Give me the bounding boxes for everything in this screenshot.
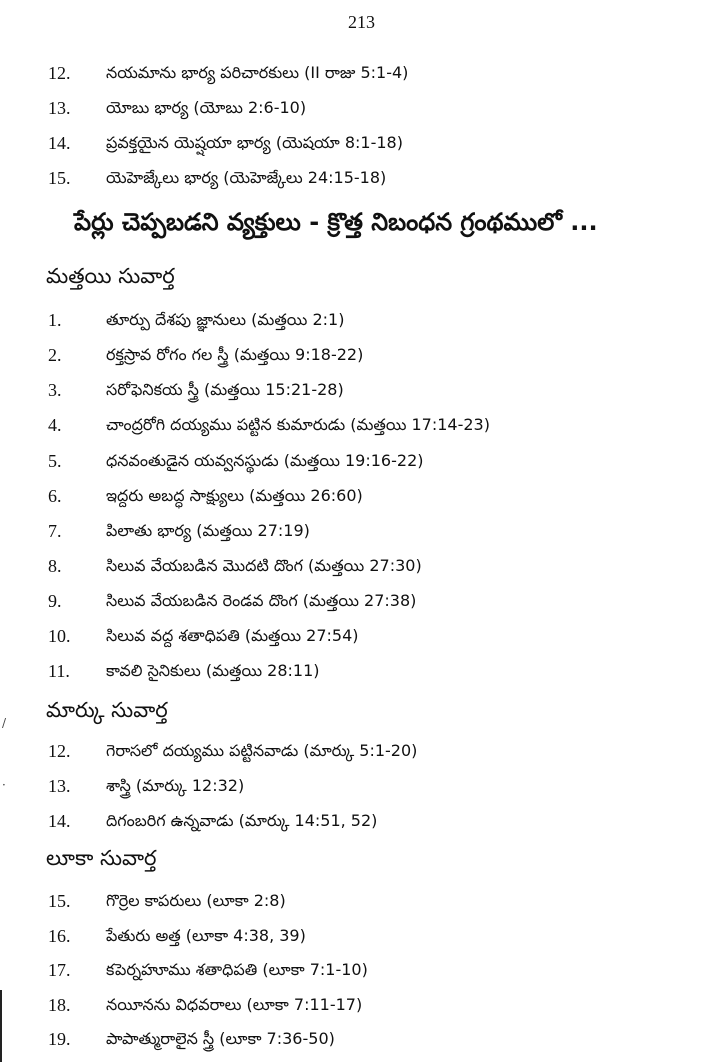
- item-text: ప్రవక్తయైన యెష్షయా భార్య (యెషయా 8:1-18): [106, 133, 403, 152]
- item-number: 18.: [48, 995, 71, 1015]
- section-heading-matthew: మత్తయి సువార్త: [46, 264, 175, 288]
- item-number: 15.: [48, 891, 71, 911]
- item-number: 2.: [48, 345, 62, 365]
- item-text: సిలువ వేయబడిన రెండవ దొంగ (మత్తయి 27:38): [106, 591, 417, 610]
- list-item: [0, 58, 723, 88]
- list-item: [0, 771, 723, 801]
- item-number: 15.: [48, 168, 71, 188]
- list-item: [0, 305, 723, 335]
- item-text: శాస్త్రి (మార్కు 12:32): [106, 776, 245, 795]
- item-number: 4.: [48, 415, 62, 435]
- list-item: [0, 551, 723, 581]
- list-item: [0, 163, 723, 193]
- item-number: 10.: [48, 626, 71, 646]
- list-item: [0, 886, 723, 916]
- item-text: ధనవంతుడైన యవ్వనస్థుడు (మత్తయి 19:16-22): [106, 451, 424, 470]
- item-number: 6.: [48, 486, 62, 506]
- list-item: [0, 375, 723, 405]
- list-item: [0, 481, 723, 511]
- list-item: [0, 736, 723, 766]
- section-heading-mark: మార్కు సువార్త: [46, 698, 168, 722]
- item-text: యోబు భార్య (యోబు 2:6-10): [106, 98, 307, 117]
- item-text: సరోఫెనికయ స్త్రీ (మత్తయి 15:21-28): [106, 380, 344, 399]
- item-text: యెహెజ్కేలు భార్య (యెహెజ్కేలు 24:15-18): [106, 168, 387, 187]
- margin-mark: ·: [2, 778, 6, 792]
- page-edge-line: [0, 990, 2, 1062]
- item-text: రక్తస్రావ రోగం గల స్త్రీ (మత్తయి 9:18-22): [106, 345, 364, 364]
- item-text: ఇద్దరు అబద్ధ సాక్ష్యులు (మత్తయి 26:60): [106, 486, 363, 505]
- item-text: చాంద్రరోగి దయ్యము పట్టిన కుమారుడు (మత్తయి 17:14-23): [106, 415, 490, 434]
- item-text: సిలువ వద్ద శతాధిపతి (మత్తయి 27:54): [106, 626, 359, 645]
- list-item: [0, 656, 723, 686]
- list-item: [0, 93, 723, 123]
- item-number: 11.: [48, 661, 70, 681]
- list-item: [0, 340, 723, 370]
- item-number: 5.: [48, 451, 62, 471]
- list-item: [0, 990, 723, 1020]
- item-text: గొర్రెల కాపరులు (లూకా 2:8): [106, 891, 286, 910]
- item-text: కపెర్నహూము శతాధిపతి (లూకా 7:1-10): [106, 960, 368, 979]
- item-text: తూర్పు దేశపు జ్ఞానులు (మత్తయి 2:1): [106, 310, 345, 329]
- list-item: [0, 621, 723, 651]
- item-number: 1.: [48, 310, 62, 330]
- list-item: [0, 410, 723, 440]
- list-item: [0, 128, 723, 158]
- main-heading: పేర్లు చెప్పబడని వ్యక్తులు - క్రొత్త నిబంధన గ్రంథములో ...: [74, 208, 598, 236]
- item-text: పిలాతు భార్య (మత్తయి 27:19): [106, 521, 310, 540]
- list-item: [0, 516, 723, 546]
- item-text: పేతురు అత్త (లూకా 4:38, 39): [106, 926, 306, 945]
- section-heading-luke: లూకా సువార్త: [46, 846, 157, 870]
- item-text: నయమాను భార్య పరిచారకులు (II రాజు 5:1-4): [106, 63, 409, 82]
- item-number: 13.: [48, 776, 71, 796]
- list-item: [0, 446, 723, 476]
- page-number: 213: [348, 12, 375, 32]
- item-number: 14.: [48, 811, 71, 831]
- item-number: 13.: [48, 98, 71, 118]
- item-number: 3.: [48, 380, 62, 400]
- item-number: 19.: [48, 1029, 71, 1049]
- item-number: 8.: [48, 556, 62, 576]
- list-item: [0, 921, 723, 951]
- item-number: 12.: [48, 63, 71, 83]
- list-item: [0, 806, 723, 836]
- item-number: 17.: [48, 960, 71, 980]
- item-number: 14.: [48, 133, 71, 153]
- item-number: 12.: [48, 741, 71, 761]
- item-text: కావలి సైనికులు (మత్తయి 28:11): [106, 661, 320, 680]
- item-text: నయీనను విధవరాలు (లూకా 7:11-17): [106, 995, 363, 1014]
- margin-mark: /: [2, 716, 7, 730]
- item-text: గెరాసలో దయ్యము పట్టినవాడు (మార్కు 5:1-20): [106, 741, 418, 760]
- list-item: [0, 586, 723, 616]
- item-text: దిగంబరిగ ఉన్నవాడు (మార్కు 14:51, 52): [106, 811, 378, 830]
- item-text: పాపాత్మురాలైన స్త్రీ (లూకా 7:36-50): [106, 1029, 335, 1048]
- list-item: [0, 1024, 723, 1054]
- item-number: 16.: [48, 926, 71, 946]
- list-item: [0, 955, 723, 985]
- item-number: 7.: [48, 521, 62, 541]
- item-number: 9.: [48, 591, 62, 611]
- item-text: సిలువ వేయబడిన మొదటి దొంగ (మత్తయి 27:30): [106, 556, 422, 575]
